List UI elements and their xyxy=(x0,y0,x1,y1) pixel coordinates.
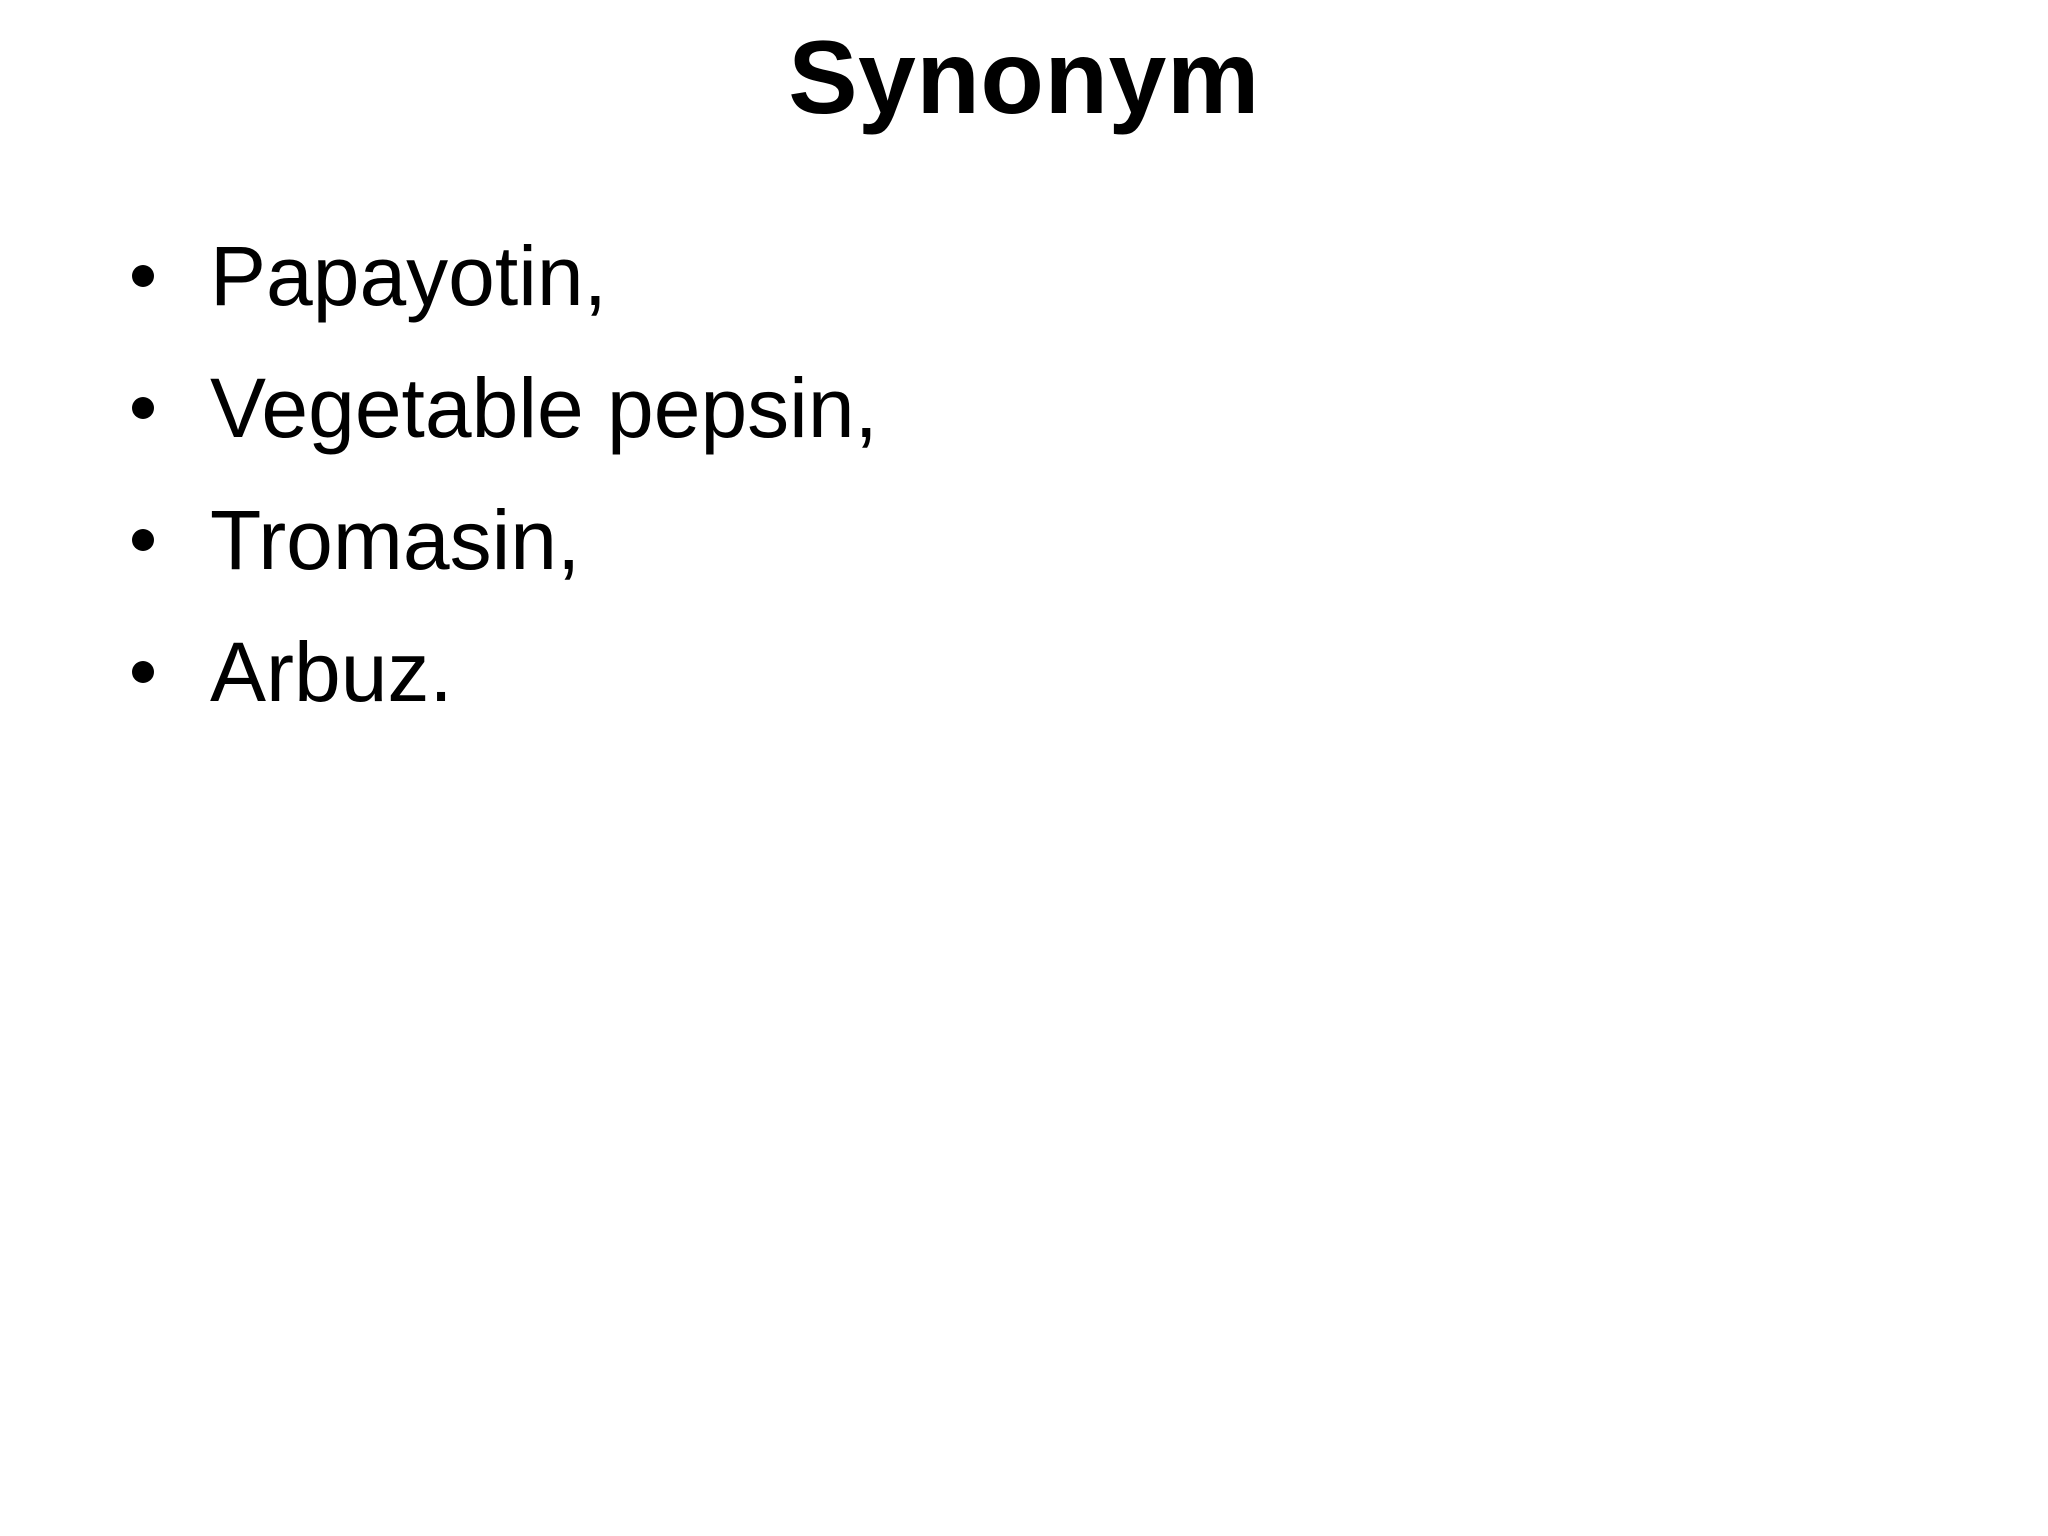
list-item xyxy=(120,606,1820,738)
bullet-icon xyxy=(132,529,154,551)
slide-title: Synonym xyxy=(788,20,1260,136)
bullet-text: Arbuz. xyxy=(210,625,453,719)
bullet-list xyxy=(120,210,1820,738)
bullet-text: Tromasin, xyxy=(210,493,581,587)
bullet-icon xyxy=(132,661,154,683)
list-item xyxy=(120,342,1820,474)
bullet-text: Papayotin, xyxy=(210,229,607,323)
bullet-icon xyxy=(132,397,154,419)
bullet-text: Vegetable pepsin, xyxy=(210,361,878,455)
bullet-icon xyxy=(132,265,154,287)
list-item xyxy=(120,210,1820,342)
list-item xyxy=(120,474,1820,606)
